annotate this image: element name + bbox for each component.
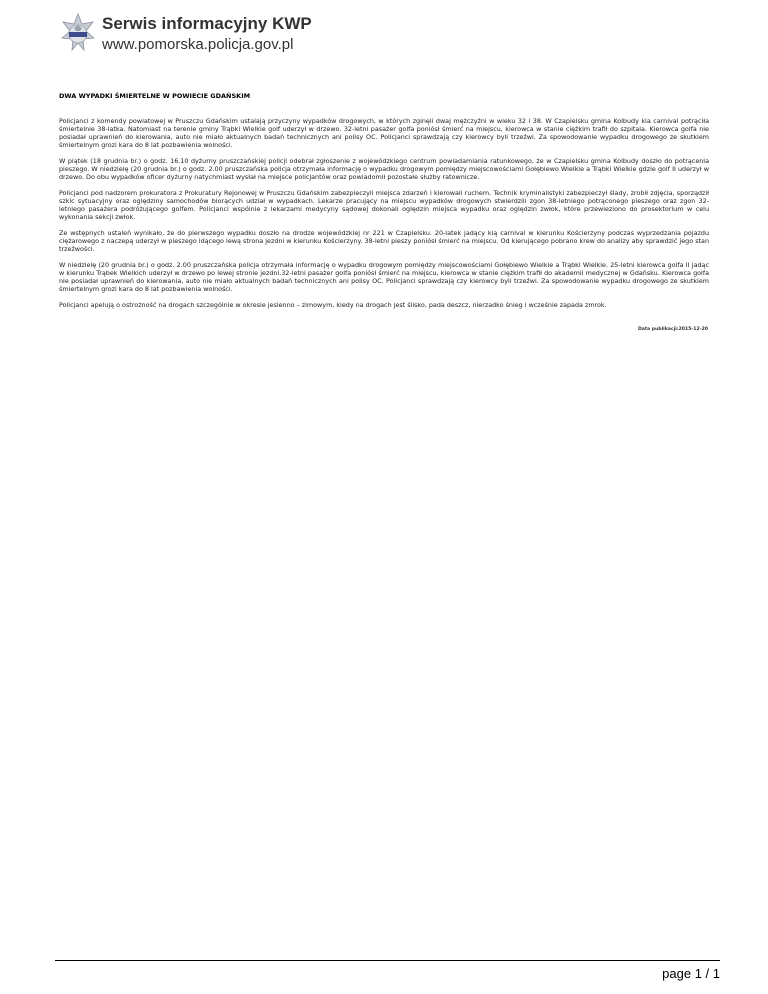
footer-divider <box>55 960 720 961</box>
site-title: Serwis informacyjny KWP <box>102 14 312 33</box>
site-url[interactable]: www.pomorska.policja.gov.pl <box>102 36 294 53</box>
article-paragraph: Policjanci z komendy powiatowej w Pruszczu Gdańskim ustalają przyczyny wypadków drogowych, w których zginęli dwaj mężczyźni w wieku 32 i 38. W Czapielsku gmina Kolbudy kia carnival potrąciła śmiertelnie 38-latka. Natomiast na terenie gminy Trąbki Wielkie golf uderzył w drzewo. 32-letni pasażer golfa poniósł śmierć na miejscu, kierowca w stanie ciężkim trafił do szpitala. Kierowca golfa nie posiadał uprawnień do kierowania, auto nie miało aktualnych badań technicznych ani polisy OC. Policjanci sprawdzają czy kierowcy byli trzeźwi. Za spowodowanie wypadku drogowego ze skutkiem śmiertelnym grozi kara do 8 lat pozbawienia wolności. <box>59 117 709 149</box>
publication-date <box>638 327 708 333</box>
article-paragraph: W piątek (18 grudnia br.) o godz. 16.10 dyżurny pruszczańskiej policji odebrał zgłoszenie z wojewódzkiego centrum powiadamiania ratunkowego, że w Czapielsku gmina Kolbudy doszło do potrącenia pieszego. W niedzielę (20 grudnia br.) o godz. 2.00 pruszczańska policja otrzymała informację o wypadku drogowym pomiędzy miejscowościami Gołębiewo Wielkie a Trąbki Wielkie gdzie golf II uderzył w drzewo. Do obu wypadków oficer dyżurny natychmiast wysłał na miejsce policjantów oraz powiadomił pozostałe służby ratownicze. <box>59 157 709 181</box>
page-number: page 1 / 1 <box>662 966 720 981</box>
article-paragraph: W niedzielę (20 grudnia br.) o godz. 2.00 pruszczańska policja otrzymała informację o wypadku drogowym pomiędzy miejscowościami Gołębiewo Wielkie a Trąbki Wielkie. 25-letni kierowca golfa II jadąc w kierunku Trąbek Wielkich uderzył w drzewo po lewej stronie jezdni.32-letni pasażer golfa poniósł śmierć na miejscu, kierowca w stanie ciężkim trafił do akademii medycznej w Gdańsku. Kierowca golfa nie posiadał uprawnień do kierowania, auto nie miało aktualnych badań technicznych ani polisy OC. Policjanci sprawdzają czy kierowcy byli trzeźwi. Za spowodowanie wypadku drogowego ze skutkiem śmiertelnym grozi kara do 8 lat pozbawienia wolności. <box>59 261 709 293</box>
article-paragraph: Ze wstępnych ustaleń wynikało, że do pierwszego wypadku doszło na drodze wojewódzkiej nr 221 w Czapielsku. 20-latek jadący kią carnival w kierunku Kościerzyny podczas wyprzedzania pojazdu ciężarowego z naczepą uderzył w pieszego idącego lewą strona jezdni w kierunku Kościerzyny. 38-letni pieszy poniósł śmierć na miejscu. Od kierującego pobrano krew do analizy aby sprawdzić jego stan trzeźwości. <box>59 229 709 253</box>
police-badge-icon <box>60 12 96 58</box>
site-header <box>52 8 552 68</box>
article-paragraph: Policjanci pod nadzorem prokuratora z Prokuratury Rejonowej w Pruszczu Gdańskim zabezpieczyli miejsca zdarzeń i kierowali ruchem. Technik kryminalistyki zabezpieczył ślady, zrobił zdjęcia, sporządził szkic sytuacyjny oraz oględziny samochodów biorących udział w wypadkach. Lekarze pracujący na miejscu wypadków drogowych stwierdzili zgon 38-letniego potrąconego pieszego oraz zgon 32-letniego pasażera podróżującego golfem. Policjanci wspólnie z lekarzami medycyny sądowej dokonali oględzin miejsca wypadku oraz oględzin zwłok, które przewieziono do prosektorium w celu wykonania sekcji zwłok. <box>59 189 709 221</box>
article-paragraph: Policjanci apelują o ostrożność na drogach szczególnie w okresie jesienno – zimowym, kiedy na drogach jest ślisko, pada deszcz, nierzadko śnieg i wcześnie zapada zmrok. <box>59 301 607 309</box>
publication-date-text: Data publikacji:2015-12-20 <box>637 327 708 332</box>
article <box>59 92 709 317</box>
article-title: DWA WYPADKI ŚMIERTELNE W POWIECIE GDAŃSKIM <box>59 92 251 100</box>
